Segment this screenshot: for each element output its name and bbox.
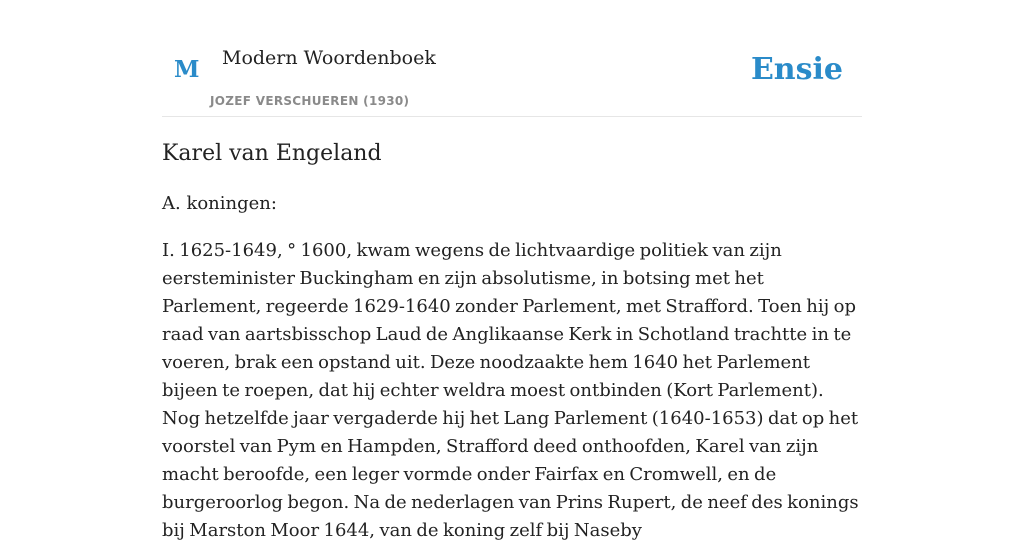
entry-body-text: I. 1625-1649, ° 1600, kwam wegens de lichtvaardige politiek van zijn eersteminister Buckingham en zijn absolutisme, in botsing met het Parlement, regeerde 1629-1640 zonder Parlement, met Strafford. Toen hij op raad van aartsbisschop Laud de Anglikaanse Kerk in Schotland trachtte in te voeren, brak een opstand uit. Deze noodzaakte hem 1640 het Parlement bijeen te roepen, dat hij echter weldra moest ontbinden (Kort Parlement). Nog hetzelfde jaar vergaderde hij het Lang Parlement (1640-1653) dat op het voorstel van Pym en Hampden, Strafford deed onthoofden, Karel van zijn macht beroofde, een leger vormde onder Fairfax en Cromwell, en de burgeroorlog begon. Na de nederlagen van Prins Rupert, de neef des konings bij Marston Moor 1644, van de koning zelf bij Naseby bbox=[162, 240, 859, 541]
book-title-link[interactable]: Modern Woordenboek bbox=[222, 47, 436, 69]
entry-title: Karel van Engeland bbox=[162, 141, 382, 166]
entry-subheading: A. koningen: bbox=[162, 193, 277, 214]
site-header bbox=[162, 0, 862, 117]
entry-article bbox=[162, 138, 864, 545]
ensie-brand-logo[interactable]: Ensie bbox=[750, 52, 843, 87]
book-logo[interactable]: M bbox=[174, 56, 200, 83]
book-author: JOZEF VERSCHUEREN (1930) bbox=[210, 94, 410, 108]
